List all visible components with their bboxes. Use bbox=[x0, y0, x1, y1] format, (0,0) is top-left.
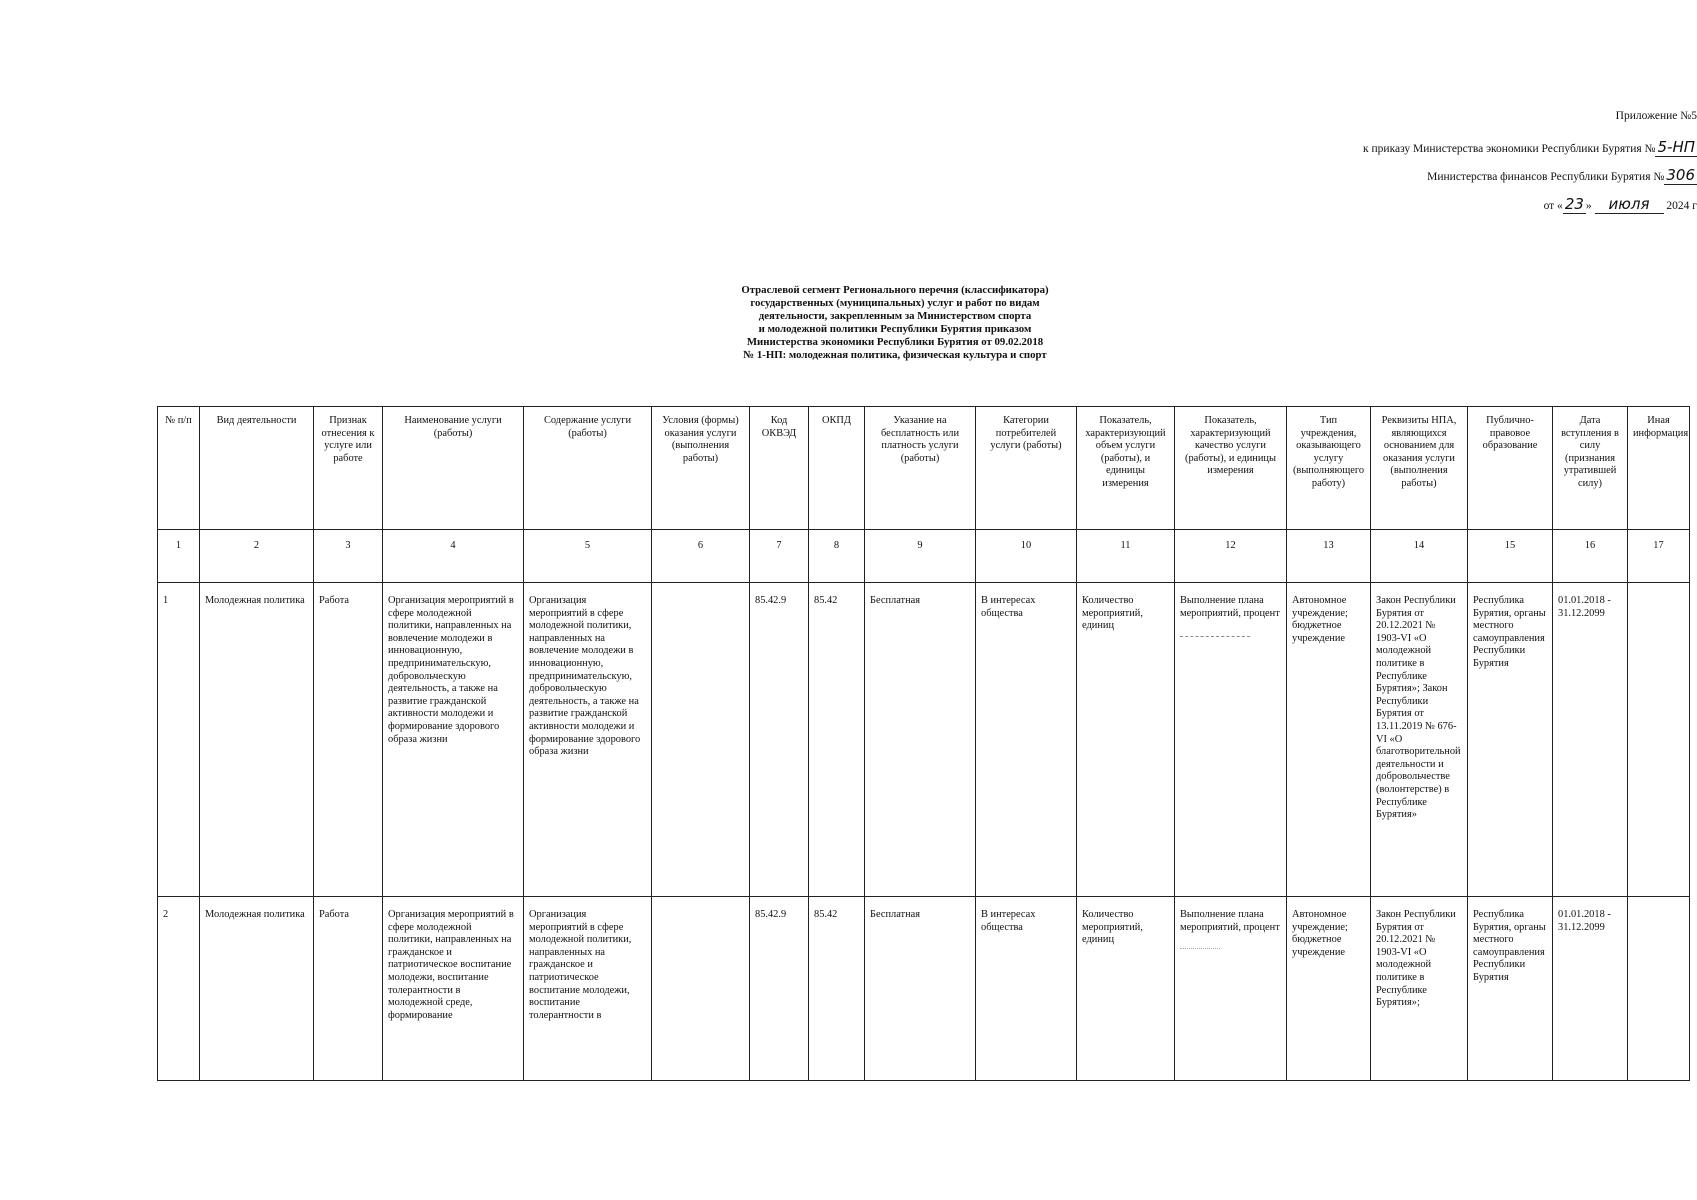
consumers-cell: В интересах общества bbox=[976, 583, 1077, 897]
date-mid: » bbox=[1585, 200, 1592, 212]
date-year: 2024 г bbox=[1666, 200, 1697, 212]
service-content-cell: Организация мероприятий в сфере молодежной политики, направленных на гражданское и патриотическое воспитание молодежи, воспитание толерантности в bbox=[524, 897, 652, 1081]
column-number: 11 bbox=[1077, 530, 1175, 583]
table-row bbox=[158, 897, 1690, 1081]
column-number: 12 bbox=[1175, 530, 1287, 583]
column-number: 1 bbox=[158, 530, 200, 583]
public-entity-cell: Республика Бурятия, органы местного самоуправления Республики Бурятия bbox=[1468, 897, 1553, 1081]
activity-cell: Молодежная политика bbox=[200, 897, 314, 1081]
date-prefix: от « bbox=[1543, 200, 1563, 212]
okved-cell: 85.42.9 bbox=[750, 897, 809, 1081]
column-number: 16 bbox=[1553, 530, 1628, 583]
npa-cell: Закон Республики Бурятия от 20.12.2021 № 1903-VI «О молодежной политике в Республике Бурятия»; Закон Республики Бурятия от 13.11.2019 № 676-VI «О благотворительной деятельности и добровольчестве (волонтерстве) в Республике Бурятия» bbox=[1371, 583, 1468, 897]
effective-date-cell: 01.01.2018 - 31.12.2099 bbox=[1553, 583, 1628, 897]
column-number: 9 bbox=[865, 530, 976, 583]
pen-mark bbox=[1180, 948, 1220, 949]
payment-cell: Бесплатная bbox=[865, 897, 976, 1081]
order-fin-prefix: Министерства финансов Республики Бурятия № bbox=[1427, 171, 1665, 183]
payment-cell: Бесплатная bbox=[865, 583, 976, 897]
pen-mark bbox=[1180, 636, 1250, 637]
quality-text: Выполнение плана мероприятий, процент bbox=[1180, 595, 1280, 619]
header-cell: Признак отнесения к услуге или работе bbox=[314, 407, 383, 530]
service-content-cell: Организация мероприятий в сфере молодежной политики, направленных на вовлечение молодежи в инновационную, предпринимательскую, добровольческую деятельность, а также на развитие гражданской активности молодежи и формирование здорового образа жизни bbox=[524, 583, 652, 897]
document-title bbox=[660, 284, 1130, 362]
date-day: 23 bbox=[1564, 195, 1584, 213]
column-number: 10 bbox=[976, 530, 1077, 583]
header-cell: Вид деятельности bbox=[200, 407, 314, 530]
order-date-line bbox=[27, 195, 1697, 213]
quality-indicator-cell bbox=[1175, 897, 1287, 1081]
column-number: 15 bbox=[1468, 530, 1553, 583]
order-econ-number: 5-НП bbox=[1657, 138, 1695, 156]
column-number: 3 bbox=[314, 530, 383, 583]
title-line: Отраслевой сегмент Регионального перечня (классификатора) bbox=[741, 284, 1049, 296]
column-number: 6 bbox=[652, 530, 750, 583]
header-cell: Иная информация bbox=[1628, 407, 1690, 530]
row-number: 1 bbox=[158, 583, 200, 897]
column-number: 2 bbox=[200, 530, 314, 583]
effective-date-cell: 01.01.2018 - 31.12.2099 bbox=[1553, 897, 1628, 1081]
column-number-row bbox=[158, 530, 1690, 583]
institution-type-cell: Автономное учреждение; бюджетное учреждение bbox=[1287, 897, 1371, 1081]
column-number: 13 bbox=[1287, 530, 1371, 583]
okpd-cell: 85.42 bbox=[809, 583, 865, 897]
other-info-cell bbox=[1628, 583, 1690, 897]
title-line: № 1-НП: молодежная политика, физическая культура и спорт bbox=[743, 349, 1047, 361]
header-cell: Наименование услуги (работы) bbox=[383, 407, 524, 530]
order-econ-line bbox=[27, 138, 1697, 156]
column-number: 8 bbox=[809, 530, 865, 583]
date-month: июля bbox=[1595, 195, 1664, 214]
header-cell: Реквизиты НПА, являющихся основанием для оказания услуги (выполнения работы) bbox=[1371, 407, 1468, 530]
header-cell: Показатель, характеризующий объем услуги (работы), и единицы измерения bbox=[1077, 407, 1175, 530]
row-number: 2 bbox=[158, 897, 200, 1081]
header-cell: Публично-правовое образование bbox=[1468, 407, 1553, 530]
header-cell: Код ОКВЭД bbox=[750, 407, 809, 530]
table-header-row bbox=[158, 407, 1690, 530]
appendix-text: Приложение №5 bbox=[1615, 110, 1697, 122]
service-name-cell: Организация мероприятий в сфере молодежной политики, направленных на вовлечение молодежи в инновационную, предпринимательскую, добровольческую деятельность, а также на развитие гражданской активности молодежи и формирование здорового образа жизни bbox=[383, 583, 524, 897]
service-name-cell: Организация мероприятий в сфере молодежной политики, направленных на гражданское и патриотическое воспитание молодежи, воспитание толерантности в молодежной среде, формирование bbox=[383, 897, 524, 1081]
title-line: и молодежной политики Республики Бурятия приказом bbox=[758, 323, 1032, 335]
npa-cell: Закон Республики Бурятия от 20.12.2021 № 1903-VI «О молодежной политике в Республике Бурятия»; bbox=[1371, 897, 1468, 1081]
column-number: 5 bbox=[524, 530, 652, 583]
title-line: государственных (муниципальных) услуг и работ по видам bbox=[750, 297, 1040, 309]
sign-cell: Работа bbox=[314, 583, 383, 897]
header-cell: Категории потребителей услуги (работы) bbox=[976, 407, 1077, 530]
header-cell: Указание на бесплатность или платность услуги (работы) bbox=[865, 407, 976, 530]
institution-type-cell: Автономное учреждение; бюджетное учреждение bbox=[1287, 583, 1371, 897]
volume-indicator-cell: Количество мероприятий, единиц bbox=[1077, 897, 1175, 1081]
conditions-cell bbox=[652, 583, 750, 897]
order-fin-number: 306 bbox=[1666, 166, 1695, 184]
header-cell: Тип учреждения, оказывающего услугу (выполняющего работу) bbox=[1287, 407, 1371, 530]
okved-cell: 85.42.9 bbox=[750, 583, 809, 897]
consumers-cell: В интересах общества bbox=[976, 897, 1077, 1081]
sign-cell: Работа bbox=[314, 897, 383, 1081]
other-info-cell bbox=[1628, 897, 1690, 1081]
column-number: 17 bbox=[1628, 530, 1690, 583]
activity-cell: Молодежная политика bbox=[200, 583, 314, 897]
quality-text: Выполнение плана мероприятий, процент bbox=[1180, 909, 1280, 933]
okpd-cell: 85.42 bbox=[809, 897, 865, 1081]
column-number: 7 bbox=[750, 530, 809, 583]
conditions-cell bbox=[652, 897, 750, 1081]
services-table bbox=[157, 406, 1690, 1081]
appendix-label bbox=[27, 110, 1697, 122]
order-econ-prefix: к приказу Министерства экономики Республики Бурятия № bbox=[1363, 143, 1656, 155]
title-line: Министерства экономики Республики Бурятия от 09.02.2018 bbox=[746, 336, 1044, 348]
volume-indicator-cell: Количество мероприятий, единиц bbox=[1077, 583, 1175, 897]
header-cell: Показатель, характеризующий качество услуги (работы), и единицы измерения bbox=[1175, 407, 1287, 530]
public-entity-cell: Республика Бурятия, органы местного самоуправления Республики Бурятия bbox=[1468, 583, 1553, 897]
column-number: 4 bbox=[383, 530, 524, 583]
header-cell: Условия (формы) оказания услуги (выполнения работы) bbox=[652, 407, 750, 530]
header-cell: ОКПД bbox=[809, 407, 865, 530]
header-cell: Дата вступления в силу (признания утратившей силу) bbox=[1553, 407, 1628, 530]
column-number: 14 bbox=[1371, 530, 1468, 583]
header-cell: Содержание услуги (работы) bbox=[524, 407, 652, 530]
table-row bbox=[158, 583, 1690, 897]
quality-indicator-cell bbox=[1175, 583, 1287, 897]
header-cell: № п/п bbox=[158, 407, 200, 530]
order-fin-line bbox=[27, 166, 1697, 184]
title-line: деятельности, закрепленным за Министерством спорта bbox=[758, 310, 1032, 322]
